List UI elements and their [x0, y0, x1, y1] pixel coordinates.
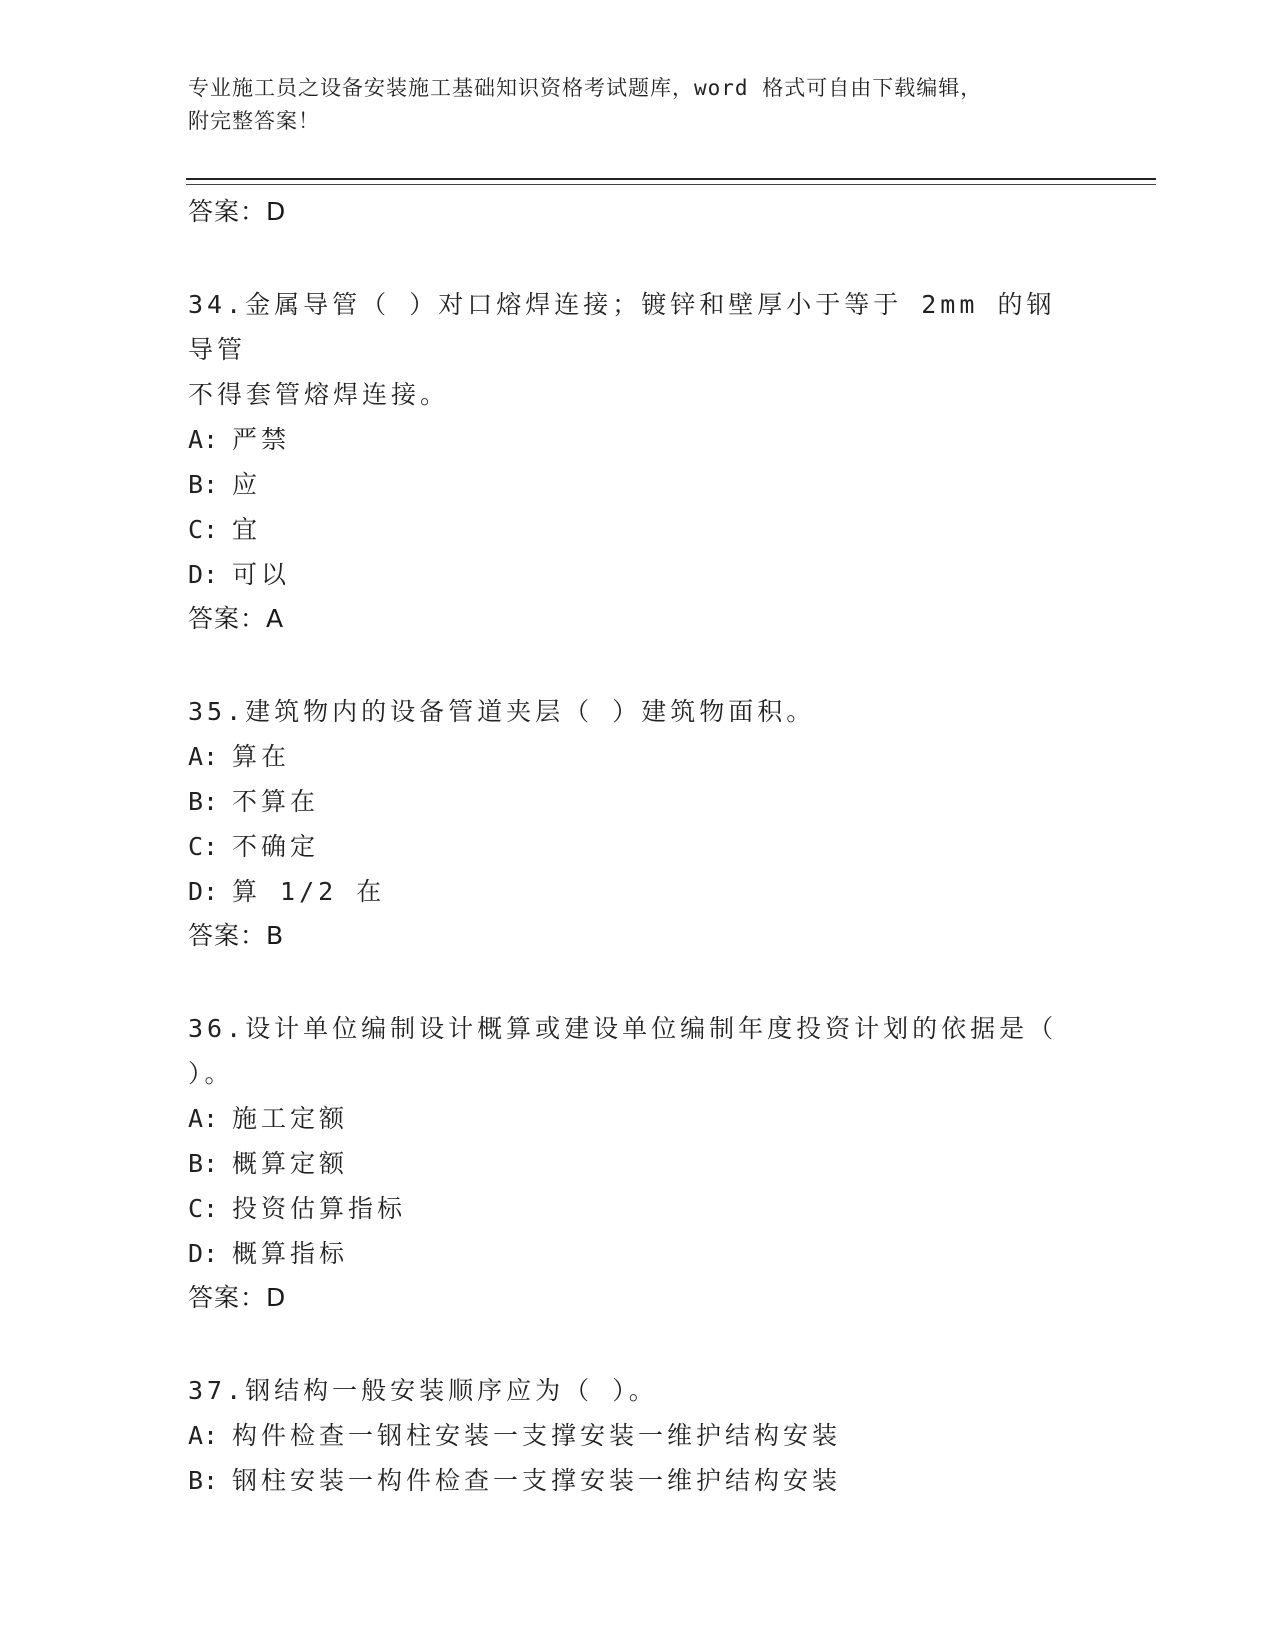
option-b	[188, 779, 1088, 824]
question-line: 35.建筑物内的设备管道夹层（ ）建筑物面积。	[188, 697, 816, 726]
option-key: B:	[188, 1466, 219, 1495]
option-key: A:	[188, 1421, 219, 1450]
question-block	[188, 1368, 1088, 1503]
option-b	[188, 462, 1088, 507]
option-key: C:	[188, 1194, 219, 1223]
option-a	[188, 417, 1088, 462]
question-text	[188, 1368, 1068, 1413]
spacer	[188, 958, 1088, 1006]
option-text: 应	[232, 470, 262, 499]
option-key: D:	[188, 560, 219, 589]
option-key: A:	[188, 425, 219, 454]
option-b	[188, 1141, 1088, 1186]
option-text: 概算指标	[232, 1239, 349, 1268]
answer: 答案：A	[188, 604, 285, 633]
answer: 答案：B	[188, 921, 285, 950]
header-divider-thick	[186, 178, 1156, 180]
option-key: C:	[188, 832, 219, 861]
option-text: 可以	[232, 560, 291, 589]
option-key: B:	[188, 470, 219, 499]
header-line-1: 专业施工员之设备安装施工基础知识资格考试题库，word 格式可自由下载编辑，	[188, 76, 983, 100]
question-line: 36.设计单位编制设计概算或建设单位编制年度投资计划的依据是（	[188, 1014, 1058, 1043]
option-c	[188, 507, 1088, 552]
header-line-2: 附完整答案！	[188, 109, 320, 133]
document-header	[188, 72, 1088, 138]
question-block	[188, 689, 1088, 958]
question-line: ）。	[188, 1059, 234, 1088]
option-key: D:	[188, 1239, 219, 1268]
question-list	[188, 190, 1088, 1503]
option-text: 投资估算指标	[232, 1194, 407, 1223]
option-c	[188, 824, 1088, 869]
option-text: 宜	[232, 515, 262, 544]
spacer	[188, 641, 1088, 689]
option-text: 构件检查一钢柱安装一支撑安装一维护结构安装	[232, 1421, 842, 1450]
option-text: 不算在	[232, 787, 320, 816]
option-a	[188, 734, 1088, 779]
option-key: B:	[188, 787, 219, 816]
question-line: 不得套管熔焊连接。	[188, 380, 450, 409]
option-key: B:	[188, 1149, 219, 1178]
question-text	[188, 1006, 1068, 1096]
option-key: A:	[188, 742, 219, 771]
spacer	[188, 234, 1088, 282]
option-a	[188, 1096, 1088, 1141]
question-line: 37.钢结构一般安装顺序应为（ ）。	[188, 1376, 658, 1405]
question-line: 34.金属导管（ ）对口熔焊连接；镀锌和壁厚小于等于 2mm 的钢导管	[188, 290, 1056, 364]
option-text: 概算定额	[232, 1149, 349, 1178]
option-d	[188, 1231, 1088, 1276]
answer: 答案：D	[188, 1283, 287, 1312]
header-divider-thin	[186, 184, 1156, 185]
option-key: D:	[188, 877, 219, 906]
option-d	[188, 869, 1088, 914]
option-text: 严禁	[232, 425, 291, 454]
option-text: 算在	[232, 742, 291, 771]
question-text	[188, 689, 1068, 734]
option-text: 不确定	[232, 832, 320, 861]
option-d	[188, 552, 1088, 597]
option-a	[188, 1413, 1088, 1458]
option-b	[188, 1458, 1088, 1503]
question-text	[188, 282, 1068, 417]
option-c	[188, 1186, 1088, 1231]
answer-previous: 答案：D	[188, 197, 287, 226]
option-key: A:	[188, 1104, 219, 1133]
option-text: 钢柱安装一构件检查一支撑安装一维护结构安装	[232, 1466, 842, 1495]
spacer	[188, 1320, 1088, 1368]
question-block	[188, 1006, 1088, 1320]
option-key: C:	[188, 515, 219, 544]
option-text: 施工定额	[232, 1104, 349, 1133]
option-text: 算 1/2 在	[232, 877, 386, 906]
question-block	[188, 282, 1088, 641]
